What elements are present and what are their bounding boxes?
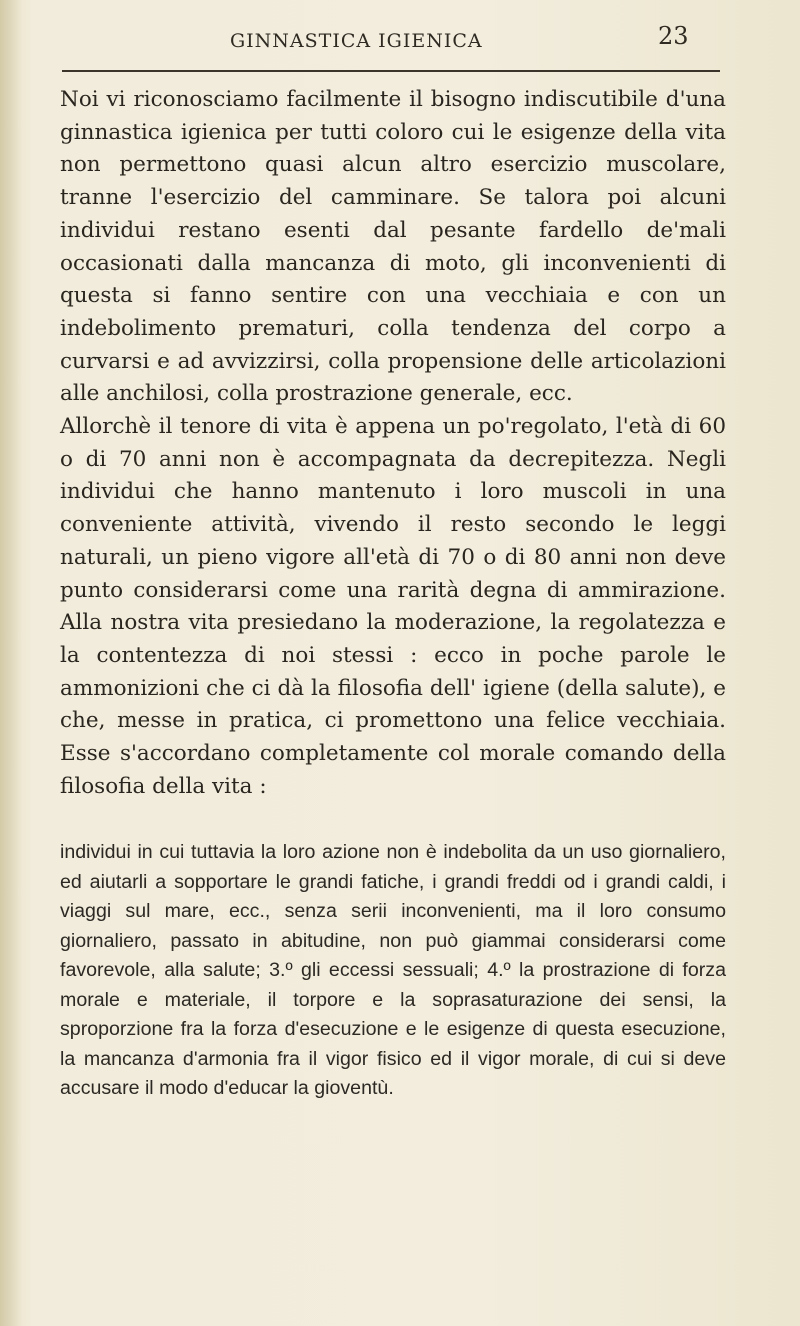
header-rule: [62, 70, 720, 72]
page-number: 23: [658, 22, 689, 50]
footnote: [60, 838, 726, 1104]
main-text: [60, 84, 726, 803]
running-title: GINNASTICA IGIENICA: [230, 30, 483, 52]
page-header: [60, 18, 720, 58]
footnote-text: individui in cui tuttavia la loro azione non è indebolita da un uso giornaliero, ed aiutarli a sopportare le grandi fatiche, i grandi freddi od i grandi caldi, i viaggi sul mare, ecc., senza serii inconvenienti, ma il loro consumo giornaliero, passato in abitudine, non può giammai considerarsi come favorevole, alla salute; 3.º gli eccessi sessuali; 4.º la prostrazione di forza morale e materiale, il torpore e la soprasaturazione dei sensi, la sproporzione fra la forza d'esecuzione e le esigenze di questa esecuzione, la mancanza d'armonia fra il vigor fisico ed il vigor morale, di cui si deve accusare il modo d'educar la gioventù.: [60, 841, 726, 1099]
paragraph-1: Noi vi riconosciamo facilmente il bisogno indiscutibile d'una ginnastica igienica per tutti coloro cui le esigenze della vita non permettono quasi alcun altro esercizio muscolare, tranne l'esercizio del camminare. Se talora poi alcuni individui restano esenti dal pesante fardello de'mali occasionati dalla mancanza di moto, gli inconvenienti di questa si fanno sentire con una vecchiaia e con un indebolimento prematuri, colla tendenza del corpo a curvarsi e ad avvizzirsi, colla propensione delle articolazioni alle anchilosi, colla prostrazione generale, ecc.: [60, 87, 726, 407]
page-gutter-shadow: [0, 0, 22, 1326]
paragraph-2: Allorchè il tenore di vita è appena un po'regolato, l'età di 60 o di 70 anni non è accompagnata da decrepitezza. Negli individui che hanno mantenuto i loro muscoli in una conveniente attività, vivendo il resto secondo le leggi naturali, un pieno vigore all'età di 70 o di 80 anni non deve punto considerarsi come una rarità degna di ammirazione. Alla nostra vita presiedano la moderazione, la regolatezza e la contentezza di noi stessi : ecco in poche parole le ammonizioni che ci dà la filosofia dell' igiene (della salute), e che, messe in pratica, ci promettono una felice vecchiaia. Esse s'accordano completamente col morale comando della filosofia della vita :: [60, 414, 726, 799]
